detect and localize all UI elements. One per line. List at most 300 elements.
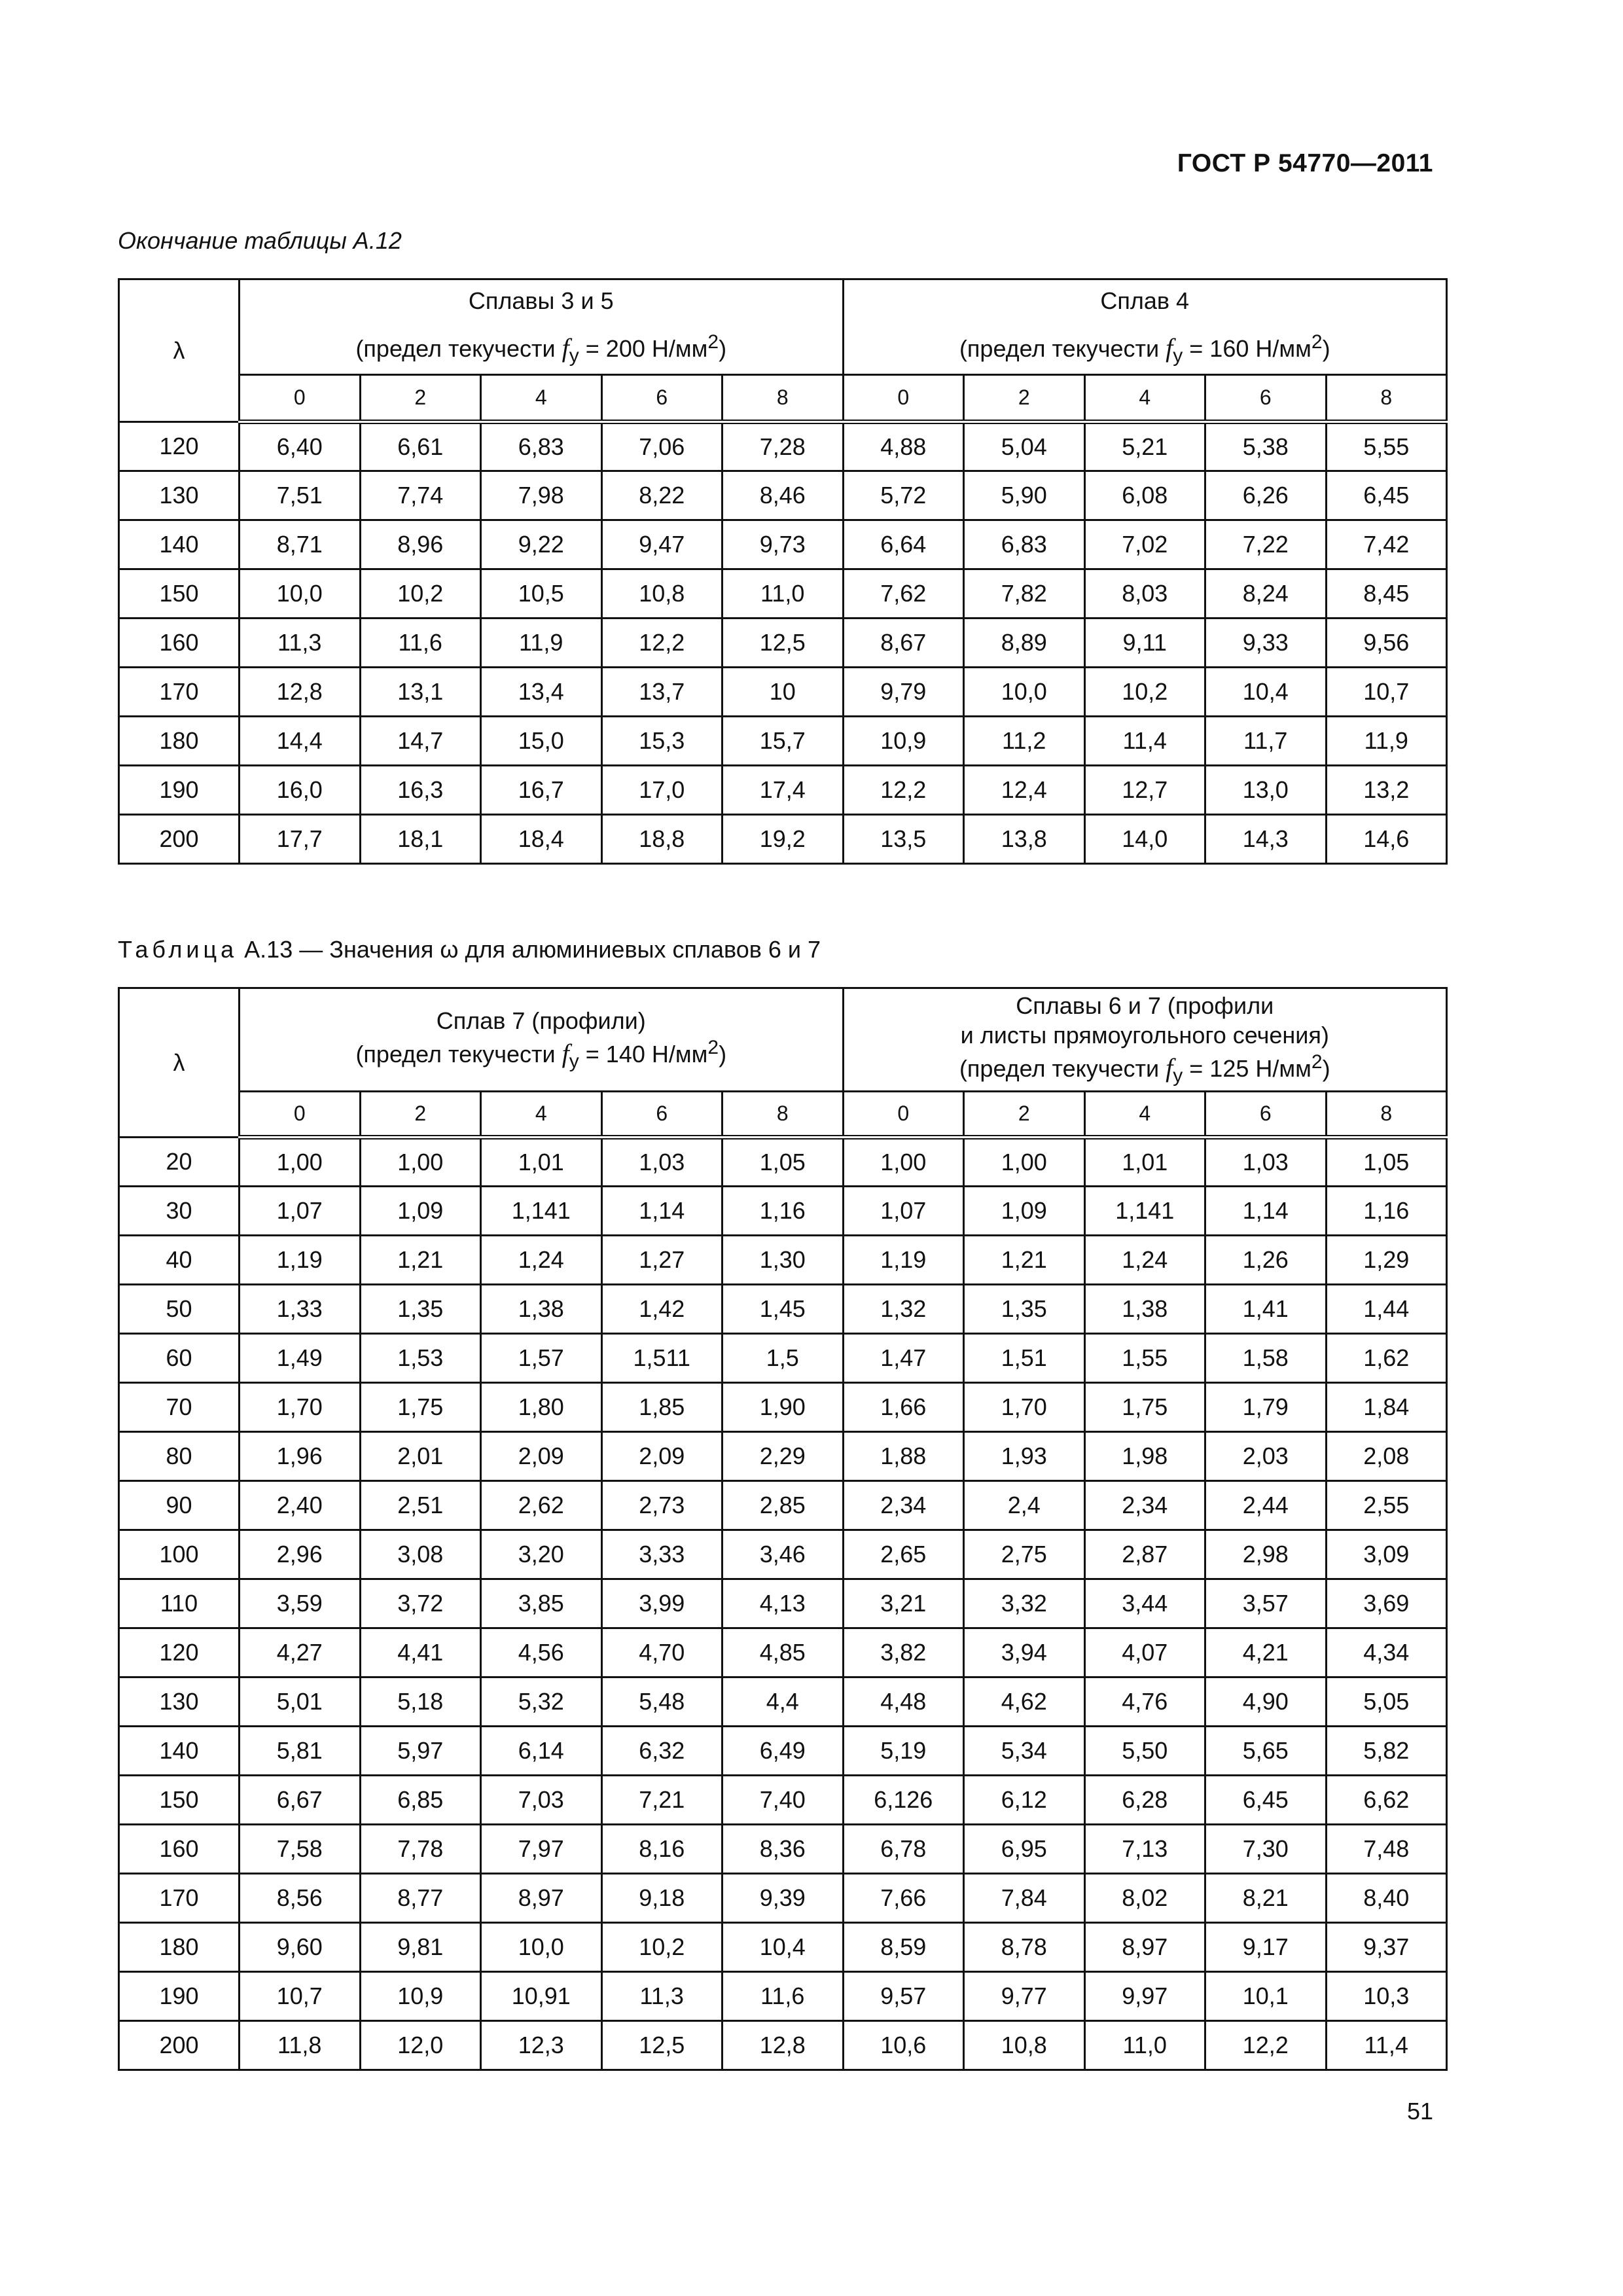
value-cell: 13,1 xyxy=(360,668,481,717)
group-title: Сплав 4 xyxy=(1100,287,1190,314)
value-cell: 15,3 xyxy=(601,717,722,766)
lambda-cell: 140 xyxy=(119,1727,240,1776)
value-cell: 11,8 xyxy=(240,2021,361,2070)
value-cell: 1,24 xyxy=(481,1236,602,1285)
value-cell: 12,2 xyxy=(601,619,722,668)
value-cell: 1,09 xyxy=(360,1187,481,1236)
value-cell: 9,77 xyxy=(964,1972,1085,2021)
table-row xyxy=(119,815,1447,864)
table-a13 xyxy=(118,987,1448,2071)
value-cell: 2,4 xyxy=(964,1481,1085,1530)
value-cell: 10,9 xyxy=(360,1972,481,2021)
value-cell: 2,40 xyxy=(240,1481,361,1530)
value-cell: 1,14 xyxy=(1205,1187,1327,1236)
value-cell: 1,41 xyxy=(1205,1285,1327,1334)
value-cell: 5,90 xyxy=(964,471,1085,520)
value-cell: 10,4 xyxy=(722,1923,844,1972)
table-a12-header-row xyxy=(119,279,1447,375)
group-title: Сплав 7 (профили) xyxy=(436,1007,646,1034)
value-cell: 1,00 xyxy=(843,1138,964,1187)
lambda-cell: 200 xyxy=(119,2021,240,2070)
lambda-cell: 90 xyxy=(119,1481,240,1530)
value-cell: 5,55 xyxy=(1326,422,1447,471)
value-cell: 6,40 xyxy=(240,422,361,471)
value-cell: 2,29 xyxy=(722,1432,844,1481)
value-cell: 14,0 xyxy=(1084,815,1205,864)
value-cell: 6,126 xyxy=(843,1776,964,1825)
value-cell: 6,83 xyxy=(481,422,602,471)
group-title: Сплавы 3 и 5 xyxy=(468,287,614,314)
value-cell: 8,36 xyxy=(722,1825,844,1874)
lambda-cell: 40 xyxy=(119,1236,240,1285)
value-cell: 8,71 xyxy=(240,520,361,569)
value-cell: 1,42 xyxy=(601,1285,722,1334)
value-cell: 15,0 xyxy=(481,717,602,766)
lambda-cell: 150 xyxy=(119,1776,240,1825)
value-cell: 5,72 xyxy=(843,471,964,520)
value-cell: 6,08 xyxy=(1084,471,1205,520)
value-cell: 7,84 xyxy=(964,1874,1085,1923)
value-cell: 18,1 xyxy=(360,815,481,864)
value-cell: 2,87 xyxy=(1084,1530,1205,1579)
value-cell: 1,16 xyxy=(1326,1187,1447,1236)
value-cell: 5,50 xyxy=(1084,1727,1205,1776)
lambda-cell: 100 xyxy=(119,1530,240,1579)
value-cell: 5,04 xyxy=(964,422,1085,471)
value-cell: 1,00 xyxy=(360,1138,481,1187)
value-cell: 1,07 xyxy=(843,1187,964,1236)
subheader-cell: 0 xyxy=(843,1092,964,1138)
value-cell: 5,19 xyxy=(843,1727,964,1776)
value-cell: 9,37 xyxy=(1326,1923,1447,1972)
value-cell: 17,0 xyxy=(601,766,722,815)
value-cell: 1,75 xyxy=(360,1383,481,1432)
value-cell: 5,65 xyxy=(1205,1727,1327,1776)
yield-strength-label: (предел текучести $f_y = 140$ $Н/мм^2$) xyxy=(355,1036,727,1072)
value-cell: 11,0 xyxy=(1084,2021,1205,2070)
value-cell: 5,38 xyxy=(1205,422,1327,471)
value-cell: 5,05 xyxy=(1326,1677,1447,1727)
table-row xyxy=(119,471,1447,520)
value-cell: 1,58 xyxy=(1205,1334,1327,1383)
value-cell: 9,56 xyxy=(1326,619,1447,668)
value-cell: 8,02 xyxy=(1084,1874,1205,1923)
value-cell: 7,13 xyxy=(1084,1825,1205,1874)
value-cell: 2,62 xyxy=(481,1481,602,1530)
value-cell: 6,83 xyxy=(964,520,1085,569)
value-cell: 1,141 xyxy=(1084,1187,1205,1236)
value-cell: 11,3 xyxy=(601,1972,722,2021)
value-cell: 2,09 xyxy=(481,1432,602,1481)
lambda-header: λ xyxy=(119,988,240,1138)
value-cell: 1,47 xyxy=(843,1334,964,1383)
value-cell: 1,27 xyxy=(601,1236,722,1285)
value-cell: 3,44 xyxy=(1084,1579,1205,1628)
value-cell: 10,5 xyxy=(481,569,602,619)
value-cell: 7,02 xyxy=(1084,520,1205,569)
table-a12-caption: Окончание таблицы А.12 xyxy=(118,227,402,254)
subheader-cell: 6 xyxy=(601,1092,722,1138)
table-row xyxy=(119,619,1447,668)
value-cell: 3,32 xyxy=(964,1579,1085,1628)
group-title: Сплавы 6 и 7 (профили xyxy=(1016,992,1274,1020)
value-cell: 9,81 xyxy=(360,1923,481,1972)
table-row xyxy=(119,1334,1447,1383)
value-cell: 1,5 xyxy=(722,1334,844,1383)
value-cell: 7,30 xyxy=(1205,1825,1327,1874)
value-cell: 8,16 xyxy=(601,1825,722,1874)
value-cell: 1,01 xyxy=(1084,1138,1205,1187)
value-cell: 1,35 xyxy=(964,1285,1085,1334)
value-cell: 1,62 xyxy=(1326,1334,1447,1383)
value-cell: 2,65 xyxy=(843,1530,964,1579)
value-cell: 10,4 xyxy=(1205,668,1327,717)
value-cell: 6,12 xyxy=(964,1776,1085,1825)
value-cell: 4,70 xyxy=(601,1628,722,1677)
value-cell: 1,16 xyxy=(722,1187,844,1236)
subheader-cell: 8 xyxy=(1326,1092,1447,1138)
value-cell: 1,93 xyxy=(964,1432,1085,1481)
subheader-cell: 2 xyxy=(964,1092,1085,1138)
value-cell: 1,35 xyxy=(360,1285,481,1334)
value-cell: 8,22 xyxy=(601,471,722,520)
lambda-cell: 120 xyxy=(119,422,240,471)
value-cell: 4,27 xyxy=(240,1628,361,1677)
table-a13-caption xyxy=(118,936,821,963)
value-cell: 3,33 xyxy=(601,1530,722,1579)
table-a13-subheader-row xyxy=(119,1092,1447,1138)
value-cell: 13,4 xyxy=(481,668,602,717)
value-cell: 9,57 xyxy=(843,1972,964,2021)
value-cell: 10 xyxy=(722,668,844,717)
value-cell: 3,08 xyxy=(360,1530,481,1579)
value-cell: 1,24 xyxy=(1084,1236,1205,1285)
value-cell: 1,98 xyxy=(1084,1432,1205,1481)
value-cell: 1,84 xyxy=(1326,1383,1447,1432)
value-cell: 6,45 xyxy=(1326,471,1447,520)
subheader-cell: 4 xyxy=(1084,1092,1205,1138)
value-cell: 10,2 xyxy=(601,1923,722,1972)
value-cell: 14,7 xyxy=(360,717,481,766)
value-cell: 7,74 xyxy=(360,471,481,520)
value-cell: 1,19 xyxy=(240,1236,361,1285)
value-cell: 19,2 xyxy=(722,815,844,864)
value-cell: 6,32 xyxy=(601,1727,722,1776)
value-cell: 10,3 xyxy=(1326,1972,1447,2021)
value-cell: 6,28 xyxy=(1084,1776,1205,1825)
value-cell: 7,98 xyxy=(481,471,602,520)
value-cell: 1,33 xyxy=(240,1285,361,1334)
alloy-4-header xyxy=(843,279,1447,375)
value-cell: 7,66 xyxy=(843,1874,964,1923)
value-cell: 8,78 xyxy=(964,1923,1085,1972)
value-cell: 7,42 xyxy=(1326,520,1447,569)
lambda-cell: 170 xyxy=(119,668,240,717)
value-cell: 10,2 xyxy=(360,569,481,619)
value-cell: 13,0 xyxy=(1205,766,1327,815)
value-cell: 7,40 xyxy=(722,1776,844,1825)
lambda-cell: 50 xyxy=(119,1285,240,1334)
value-cell: 9,47 xyxy=(601,520,722,569)
value-cell: 3,57 xyxy=(1205,1579,1327,1628)
value-cell: 4,4 xyxy=(722,1677,844,1727)
lambda-cell: 160 xyxy=(119,619,240,668)
value-cell: 8,45 xyxy=(1326,569,1447,619)
value-cell: 7,48 xyxy=(1326,1825,1447,1874)
value-cell: 11,3 xyxy=(240,619,361,668)
yield-strength-label: (предел текучести $f_y = 200$ $Н/мм^2$) xyxy=(355,331,727,367)
value-cell: 10,8 xyxy=(964,2021,1085,2070)
yield-strength-label: (предел текучести $f_y = 125$ $Н/мм^2$) xyxy=(959,1051,1330,1087)
table-row xyxy=(119,1530,1447,1579)
value-cell: 1,511 xyxy=(601,1334,722,1383)
table-row xyxy=(119,1825,1447,1874)
value-cell: 5,32 xyxy=(481,1677,602,1727)
subheader-cell: 8 xyxy=(722,375,844,422)
value-cell: 6,62 xyxy=(1326,1776,1447,1825)
value-cell: 8,46 xyxy=(722,471,844,520)
lambda-cell: 160 xyxy=(119,1825,240,1874)
value-cell: 11,6 xyxy=(722,1972,844,2021)
table-label: Таблица xyxy=(118,936,238,963)
value-cell: 10,8 xyxy=(601,569,722,619)
value-cell: 11,2 xyxy=(964,717,1085,766)
value-cell: 5,34 xyxy=(964,1727,1085,1776)
value-cell: 2,01 xyxy=(360,1432,481,1481)
value-cell: 4,07 xyxy=(1084,1628,1205,1677)
value-cell: 8,56 xyxy=(240,1874,361,1923)
table-row xyxy=(119,2021,1447,2070)
value-cell: 1,21 xyxy=(360,1236,481,1285)
value-cell: 1,141 xyxy=(481,1187,602,1236)
value-cell: 6,26 xyxy=(1205,471,1327,520)
value-cell: 7,22 xyxy=(1205,520,1327,569)
value-cell: 7,06 xyxy=(601,422,722,471)
table-row xyxy=(119,1727,1447,1776)
value-cell: 6,14 xyxy=(481,1727,602,1776)
alloys-3-5-header xyxy=(240,279,844,375)
value-cell: 1,38 xyxy=(1084,1285,1205,1334)
value-cell: 16,7 xyxy=(481,766,602,815)
lambda-cell: 190 xyxy=(119,766,240,815)
value-cell: 12,4 xyxy=(964,766,1085,815)
value-cell: 3,09 xyxy=(1326,1530,1447,1579)
value-cell: 2,44 xyxy=(1205,1481,1327,1530)
value-cell: 9,60 xyxy=(240,1923,361,1972)
value-cell: 8,03 xyxy=(1084,569,1205,619)
value-cell: 1,90 xyxy=(722,1383,844,1432)
subheader-cell: 2 xyxy=(360,375,481,422)
value-cell: 4,13 xyxy=(722,1579,844,1628)
table-title: А.13 — Значения ω для алюминиевых сплавов 6 и 7 xyxy=(238,936,821,963)
value-cell: 3,72 xyxy=(360,1579,481,1628)
value-cell: 16,0 xyxy=(240,766,361,815)
page-number: 51 xyxy=(1406,2098,1433,2125)
value-cell: 9,22 xyxy=(481,520,602,569)
lambda-cell: 110 xyxy=(119,1579,240,1628)
value-cell: 7,78 xyxy=(360,1825,481,1874)
value-cell: 1,85 xyxy=(601,1383,722,1432)
value-cell: 1,38 xyxy=(481,1285,602,1334)
value-cell: 1,79 xyxy=(1205,1383,1327,1432)
table-row xyxy=(119,1481,1447,1530)
value-cell: 12,0 xyxy=(360,2021,481,2070)
value-cell: 7,58 xyxy=(240,1825,361,1874)
value-cell: 12,7 xyxy=(1084,766,1205,815)
value-cell: 2,85 xyxy=(722,1481,844,1530)
value-cell: 13,8 xyxy=(964,815,1085,864)
value-cell: 11,9 xyxy=(481,619,602,668)
lambda-cell: 190 xyxy=(119,1972,240,2021)
value-cell: 12,8 xyxy=(722,2021,844,2070)
value-cell: 4,90 xyxy=(1205,1677,1327,1727)
value-cell: 2,51 xyxy=(360,1481,481,1530)
value-cell: 8,21 xyxy=(1205,1874,1327,1923)
lambda-header: λ xyxy=(119,279,240,422)
value-cell: 3,99 xyxy=(601,1579,722,1628)
value-cell: 7,51 xyxy=(240,471,361,520)
value-cell: 1,96 xyxy=(240,1432,361,1481)
value-cell: 2,96 xyxy=(240,1530,361,1579)
value-cell: 12,8 xyxy=(240,668,361,717)
value-cell: 5,21 xyxy=(1084,422,1205,471)
value-cell: 1,30 xyxy=(722,1236,844,1285)
table-row xyxy=(119,1187,1447,1236)
value-cell: 1,14 xyxy=(601,1187,722,1236)
value-cell: 14,4 xyxy=(240,717,361,766)
value-cell: 10,2 xyxy=(1084,668,1205,717)
subheader-cell: 6 xyxy=(1205,375,1327,422)
value-cell: 1,66 xyxy=(843,1383,964,1432)
value-cell: 4,76 xyxy=(1084,1677,1205,1727)
value-cell: 2,34 xyxy=(1084,1481,1205,1530)
value-cell: 11,9 xyxy=(1326,717,1447,766)
value-cell: 1,55 xyxy=(1084,1334,1205,1383)
value-cell: 14,6 xyxy=(1326,815,1447,864)
value-cell: 1,32 xyxy=(843,1285,964,1334)
value-cell: 5,01 xyxy=(240,1677,361,1727)
table-a13-header-row xyxy=(119,988,1447,1092)
value-cell: 1,01 xyxy=(481,1138,602,1187)
value-cell: 5,18 xyxy=(360,1677,481,1727)
table-row xyxy=(119,1579,1447,1628)
value-cell: 1,03 xyxy=(601,1138,722,1187)
value-cell: 8,40 xyxy=(1326,1874,1447,1923)
value-cell: 13,2 xyxy=(1326,766,1447,815)
table-row xyxy=(119,668,1447,717)
value-cell: 15,7 xyxy=(722,717,844,766)
value-cell: 1,51 xyxy=(964,1334,1085,1383)
value-cell: 17,4 xyxy=(722,766,844,815)
value-cell: 1,00 xyxy=(964,1138,1085,1187)
value-cell: 8,24 xyxy=(1205,569,1327,619)
value-cell: 6,49 xyxy=(722,1727,844,1776)
subheader-cell: 2 xyxy=(964,375,1085,422)
group-title-continued: и листы прямоугольного сечения) xyxy=(960,1022,1329,1049)
value-cell: 8,96 xyxy=(360,520,481,569)
value-cell: 12,5 xyxy=(722,619,844,668)
value-cell: 5,97 xyxy=(360,1727,481,1776)
value-cell: 1,45 xyxy=(722,1285,844,1334)
value-cell: 4,88 xyxy=(843,422,964,471)
value-cell: 10,91 xyxy=(481,1972,602,2021)
value-cell: 3,85 xyxy=(481,1579,602,1628)
value-cell: 10,6 xyxy=(843,2021,964,2070)
table-row xyxy=(119,1972,1447,2021)
value-cell: 7,28 xyxy=(722,422,844,471)
value-cell: 7,62 xyxy=(843,569,964,619)
table-row xyxy=(119,1923,1447,1972)
value-cell: 11,4 xyxy=(1084,717,1205,766)
value-cell: 18,4 xyxy=(481,815,602,864)
table-row xyxy=(119,766,1447,815)
value-cell: 1,49 xyxy=(240,1334,361,1383)
yield-strength-label: (предел текучести $f_y = 160$ $Н/мм^2$) xyxy=(959,331,1330,367)
value-cell: 1,21 xyxy=(964,1236,1085,1285)
value-cell: 7,03 xyxy=(481,1776,602,1825)
subheader-cell: 6 xyxy=(601,375,722,422)
value-cell: 13,7 xyxy=(601,668,722,717)
value-cell: 1,26 xyxy=(1205,1236,1327,1285)
value-cell: 6,78 xyxy=(843,1825,964,1874)
value-cell: 9,97 xyxy=(1084,1972,1205,2021)
lambda-cell: 70 xyxy=(119,1383,240,1432)
value-cell: 9,18 xyxy=(601,1874,722,1923)
value-cell: 6,95 xyxy=(964,1825,1085,1874)
value-cell: 2,55 xyxy=(1326,1481,1447,1530)
value-cell: 9,17 xyxy=(1205,1923,1327,1972)
value-cell: 8,97 xyxy=(481,1874,602,1923)
value-cell: 1,07 xyxy=(240,1187,361,1236)
value-cell: 3,82 xyxy=(843,1628,964,1677)
value-cell: 1,03 xyxy=(1205,1138,1327,1187)
table-a12-subheader-row xyxy=(119,375,1447,422)
subheader-cell: 0 xyxy=(240,375,361,422)
value-cell: 1,70 xyxy=(964,1383,1085,1432)
value-cell: 14,3 xyxy=(1205,815,1327,864)
alloy-7-header xyxy=(240,988,844,1092)
value-cell: 12,5 xyxy=(601,2021,722,2070)
value-cell: 3,94 xyxy=(964,1628,1085,1677)
subheader-cell: 4 xyxy=(481,375,602,422)
table-row xyxy=(119,717,1447,766)
value-cell: 10,0 xyxy=(481,1923,602,1972)
lambda-cell: 80 xyxy=(119,1432,240,1481)
lambda-cell: 180 xyxy=(119,1923,240,1972)
value-cell: 11,6 xyxy=(360,619,481,668)
value-cell: 12,3 xyxy=(481,2021,602,2070)
lambda-cell: 60 xyxy=(119,1334,240,1383)
value-cell: 4,41 xyxy=(360,1628,481,1677)
table-row xyxy=(119,569,1447,619)
value-cell: 1,05 xyxy=(722,1138,844,1187)
value-cell: 9,33 xyxy=(1205,619,1327,668)
value-cell: 1,29 xyxy=(1326,1236,1447,1285)
value-cell: 10,7 xyxy=(240,1972,361,2021)
table-row xyxy=(119,1628,1447,1677)
value-cell: 10,7 xyxy=(1326,668,1447,717)
value-cell: 3,59 xyxy=(240,1579,361,1628)
value-cell: 8,77 xyxy=(360,1874,481,1923)
value-cell: 6,67 xyxy=(240,1776,361,1825)
value-cell: 9,11 xyxy=(1084,619,1205,668)
subheader-cell: 0 xyxy=(240,1092,361,1138)
value-cell: 1,53 xyxy=(360,1334,481,1383)
lambda-cell: 20 xyxy=(119,1138,240,1187)
subheader-cell: 6 xyxy=(1205,1092,1327,1138)
value-cell: 8,67 xyxy=(843,619,964,668)
lambda-cell: 150 xyxy=(119,569,240,619)
